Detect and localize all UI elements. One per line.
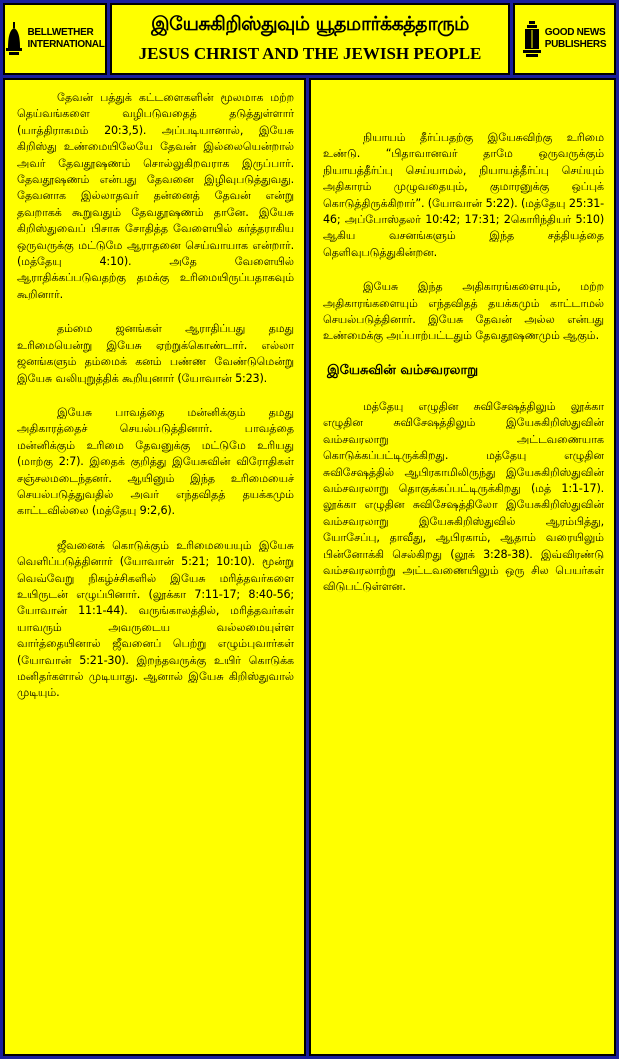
paragraph: மத்தேயு எழுதின சுவிசேஷத்திலும் லூக்கா எழுதின சுவிசேஷத்திலும் இயேசுகிறிஸ்துவின் வம்சவரலாறு அட்டவணையாக கொடுக்கப்பட்டிருக்கிறது. மத்தேயு எழுதின சுவிசேஷத்தில் ஆபிரகாமிலிருந்து இயேசுகிறிஸ்துவின் வம்சவரலாறு தொகுக்கப்பட்டிருக்கிறது (மத் 1:1-17). லூக்கா எழுதின சுவிசேஷத்திலோ இயேசுகிறிஸ்துவின் வம்சவரலாறு இயேசுகிறிஸ்துவில் ஆரம்பித்து, யோசேப்பு, தாவீது, ஆபிரகாம், ஆதாம் வரையிலும் பின்னோக்கி செல்கிறது (லூக் 3:28-38). இவ்விரண்டு வம்சவரலாற்று அட்டவணையிலும் ஒரு சில பெயர்கள் விடுபட்டுள்ளன. xyxy=(323,399,604,594)
paragraph: ஜீவனைக் கொடுக்கும் உரிமையையும் இயேசு வெளிப்படுத்தினார் (யோவான் 5:21; 10:10). மூன்று வெவ்வேறு நிகழ்ச்சிகளில் இயேசு மரித்தவர்களை உயிருடன் எழுப்பினார். (லூக்கா 7:11-17; 8:40-56; யோவான் 11:1-44). வருங்காலத்தில், மரித்தவர்கள் யாவரும் அவருடைய வல்லமையுள்ள வார்த்தையினால் ஜீவனைப் பெற்று எழும்புவார்கள் (யோவான் 5:21-30). இறந்தவருக்கு உயிர் கொடுக்க மனிதர்களால் முடியாது. ஆனால் இயேசு கிறிஸ்துவால் முடியும். xyxy=(17,538,294,700)
logo-right-line2: PUBLISHERS xyxy=(544,39,607,50)
logo-good-news xyxy=(513,3,616,75)
logo-right-line1: GOOD NEWS xyxy=(544,27,606,38)
paragraph: நியாயம் தீர்ப்பதற்கு இயேசுவிற்கு உரிமை உண்டு. “பிதாவானவர் தாமே ஒருவருக்கும் நியாயத்தீர்ப்பு செய்யாமல், நியாயத்தீர்ப்பு செய்யும் அதிகாரம் முழுவதையும், குமாரனுக்கு ஒப்புக் கொடுத்திருக்கிறார்”. (யோவான் 5:22). (மத்தேயு 25:31-46; அப்போஸ்தலர் 10:42; 17:31; 2கொரிந்தியர் 5:10) ஆகிய வசனங்களும் இந்த சத்தியத்தை தெளிவுபடுத்துகின்றன. xyxy=(323,131,604,259)
page-header xyxy=(110,3,510,75)
logo-left-line1: BELLWETHER xyxy=(27,27,94,38)
bellwether-bell-icon xyxy=(5,22,23,56)
open-book-icon xyxy=(523,21,541,57)
right-column xyxy=(309,78,616,1056)
section-heading: இயேசுவின் வம்சவரலாறு xyxy=(327,362,479,378)
title-tamil: இயேசுகிறிஸ்துவும் யூதமார்க்கத்தாரும் xyxy=(151,13,469,35)
paragraph: இயேசு பாவத்தை மன்னிக்கும் தமது அதிகாரத்தைச் செயல்படுத்தினார். பாவத்தை மன்னிக்கும் உரிமை தேவனுக்கு மட்டுமே உரியது (மாற்கு 2:7). இதைக் குறித்து இயேசுவின் விரோதிகள் சஞ்சலமடைந்தனர். ஆயினும் இந்த உரிமையைச் செயல்படுத்துவதில் அவர் எந்தவிதத் தயக்கமும் காட்டவில்லை (மத்தேயு 9:2,6). xyxy=(17,405,294,518)
logo-left-line2: INTERNATIONAL xyxy=(27,39,105,50)
left-column xyxy=(3,78,306,1056)
paragraph: தேவன் பத்துக் கட்டளைகளின் மூலமாக மற்ற தெய்வங்களை வழிபடுவதைத் தடுத்துள்ளார் (யாத்திராகமம் 20:3,5). அப்படியானால், இயேசு கிறிஸ்து உண்மையிலேயே தேவன் இல்லையென்றால் அவர் தேவதூஷணம் சொல்லுகிறவராக இருப்பார். தேவதூஷணம் என்பது தேவனை இழிவுபடுத்துவது. தேவனாக இல்லாதவர் தன்னைத் தேவன் என்று தவறாகக் கூறுவதும் தேவதூஷணம் தானே. இயேசு கிறிஸ்துவைப் பிசாசு சோதித்த வேளையில் கர்த்தராகிய ஒருவருக்கு மட்டுமே ஆராதனை செய்வாயாக என்றார். (மத்தேயு 4:10). அதே வேளையில் ஆராதிக்கப்படுவதற்கு தமக்கு உரிமையிருப்பதாகவும் கூறினார். xyxy=(17,91,294,301)
logo-bellwether xyxy=(3,3,107,75)
paragraph: இயேசு இந்த அதிகாரங்களையும், மற்ற அதிகாரங்களையும் எந்தவிதத் தயக்கமும் காட்டாமல் செயல்படுத்தினார். இயேசு தேவன் அல்ல என்பது உண்மைக்கு அப்பாற்பட்டதும் தேவதூஷணமும் ஆகும். xyxy=(323,280,604,343)
paragraph: தம்மை ஜனங்கள் ஆராதிப்பது தமது உரிமையென்று இயேசு ஏற்றுக்கொண்டார். எல்லா ஜனங்களும் தம்மைக் கனம் பண்ண வேண்டுமென்று இயேசு வலியுறுத்திக் கூறியுனார் (யோவான் 5:23). xyxy=(17,322,294,385)
title-english: JESUS CHRIST AND THE JEWISH PEOPLE xyxy=(138,44,482,63)
